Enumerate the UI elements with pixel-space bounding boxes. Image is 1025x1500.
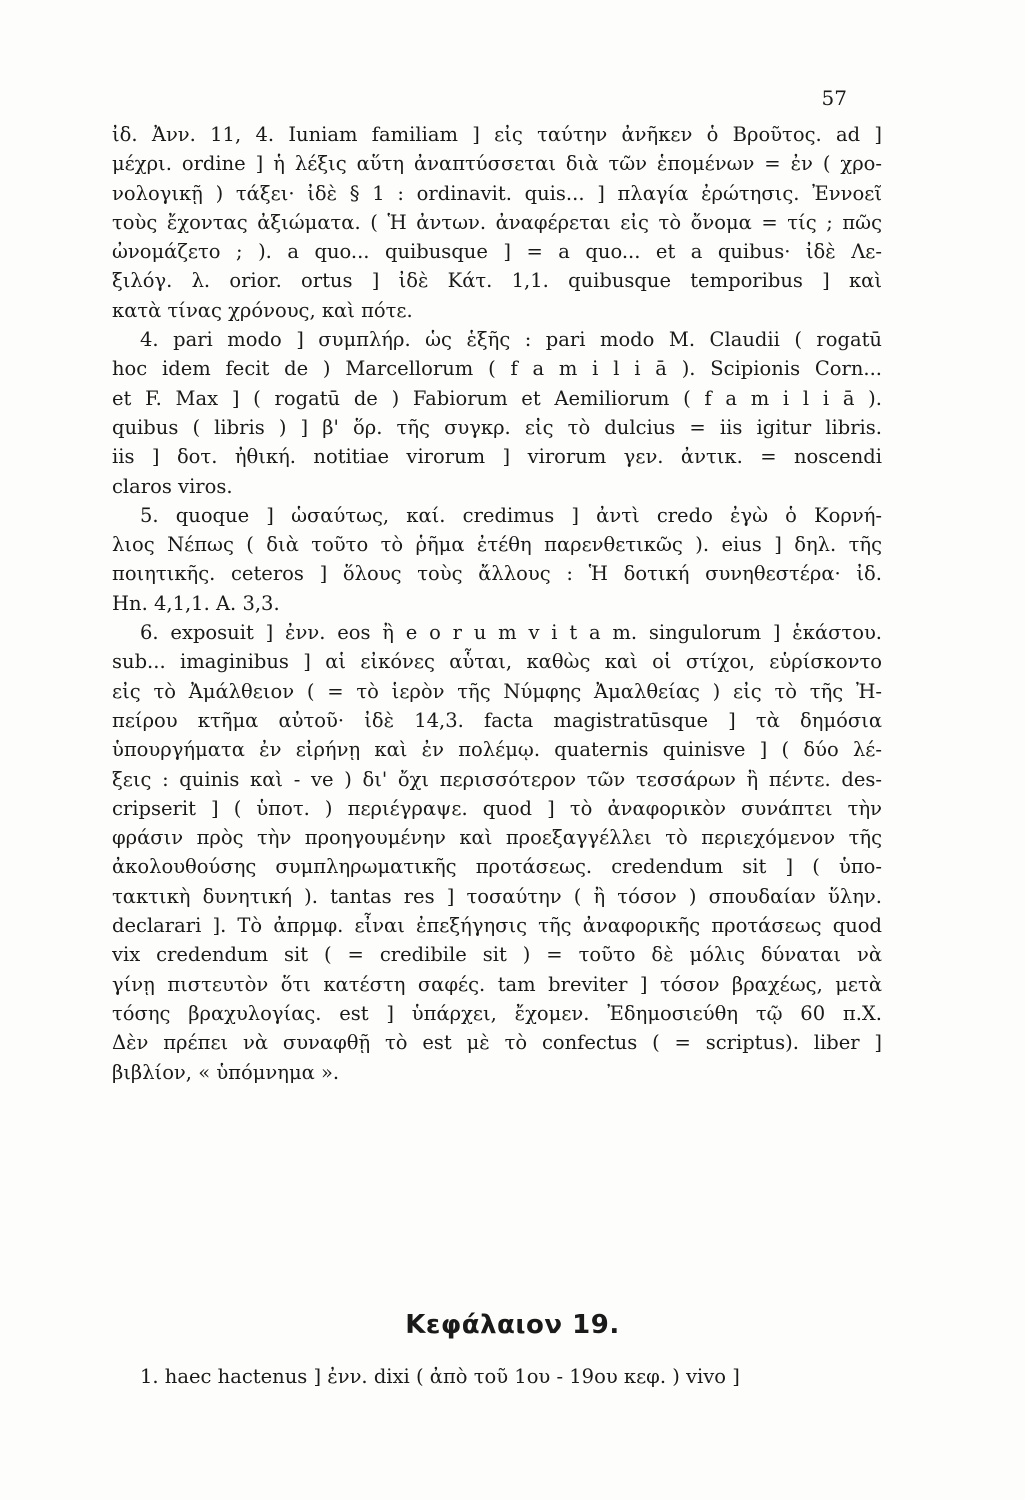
text-line: quibus ( libris ) ] β' ὅρ. τῆς συγκρ. εἰς τὸ dulcius = iis igitur libris. xyxy=(112,415,882,439)
chapter-first-line xyxy=(112,1362,882,1391)
commentary-body xyxy=(112,120,882,1087)
text-line: 6. exposuit ] ἐνν. eos ἢ e o r u m v i t a m. singulorum ] ἑκάστου. xyxy=(140,621,882,645)
text-line: ποιητικῆς. ceteros ] ὅλους τοὺς ἄλλους : Ἡ δοτική συνηθεστέρα· ἰδ. xyxy=(112,562,882,586)
text-line: cripserit ] ( ὑποτ. ) περιέγραψε. quod ] τὸ ἀναφορικὸν συνάπτει τὴν xyxy=(112,796,882,820)
text-line: sub... imaginibus ] αἱ εἰκόνες αὗται, καθὼς καὶ οἱ στίχοι, εὑρίσκοντο xyxy=(112,650,882,674)
text-line: λιος Νέπως ( διὰ τοῦτο τὸ ῥῆμα ἐτέθη παρενθετικῶς ). eius ] δηλ. τῆς xyxy=(112,533,882,557)
text-line: τακτικὴ δυνητική ). tantas res ] τοσαύτην ( ἢ τόσον ) σπουδαίαν ὕλην. xyxy=(112,884,882,908)
text-line: vix credendum sit ( = credibile sit ) = τοῦτο δὲ μόλις δύναται νὰ xyxy=(112,943,882,967)
text-line: βιβλίον, « ὑπόμνημα ». xyxy=(112,1060,340,1084)
text-line: μέχρι. ordine ] ἡ λέξις αὕτη ἀναπτύσσεται διὰ τῶν ἑπομένων = ἐν ( χρο- xyxy=(112,152,882,176)
text-line: φράσιν πρὸς τὴν προηγουμένην καὶ προεξαγγέλλει τὸ περιεχόμενον τῆς xyxy=(112,826,882,850)
text-line: Δὲν πρέπει νὰ συναφθῇ τὸ est μὲ τὸ confectus ( = scriptus). liber ] xyxy=(112,1031,882,1055)
text-line: ἀκολουθούσης συμπληρωματικῆς προτάσεως. credendum sit ] ( ὑπο- xyxy=(112,855,882,879)
text-line: 5. quoque ] ὡσαύτως, καί. credimus ] ἀντὶ credo ἐγὼ ὁ Κορνή- xyxy=(140,503,882,527)
text-line: Hn. 4,1,1. A. 3,3. xyxy=(112,591,280,615)
chapter-heading: Κεφάλαιον 19. xyxy=(405,1310,620,1340)
text-line: τόσης βραχυλογίας. est ] ὑπάρχει, ἔχομεν. Ἐδημοσιεύθη τῷ 60 π.Χ. xyxy=(112,1001,882,1025)
text-line: νολογικῇ ) τάξει· ἰδὲ § 1 : ordinavit. quis... ] πλαγία ἐρώτησις. Ἐννοεῖ xyxy=(112,181,882,205)
text-line: iis ] δοτ. ἠθική. notitiae virorum ] virorum γεν. ἀντικ. = noscendi xyxy=(112,445,882,469)
text-line: εἰς τὸ Ἀμάλθειον ( = τὸ ἱερὸν τῆς Νύμφης Ἀμαλθείας ) εἰς τὸ τῆς Ἠ- xyxy=(112,679,882,703)
text-line: ὑπουργήματα ἐν εἰρήνῃ καὶ ἐν πολέμῳ. quaternis quinisve ] ( δύο λέ- xyxy=(112,738,882,762)
text-line: 1. haec hactenus ] ἐνν. dixi ( ἀπὸ τοῦ 1ου - 19ου κεφ. ) vivo ] xyxy=(140,1365,740,1388)
text-line: ξιλόγ. λ. orior. ortus ] ἰδὲ Κάτ. 1,1. quibusque temporibus ] καὶ xyxy=(112,269,882,293)
text-line: ἰδ. Ἀνν. 11, 4. Iuniam familiam ] εἰς ταύτην ἀνῆκεν ὁ Βροῦτος. ad ] xyxy=(112,123,882,146)
text-line: κατὰ τίνας χρόνους, καὶ πότε. xyxy=(112,298,413,322)
text-line: τοὺς ἔχοντας ἀξιώματα. ( Ἡ ἀντων. ἀναφέρεται εἰς τὸ ὄνομα = τίς ; πῶς xyxy=(112,210,882,234)
text-line: πείρου κτῆμα αὐτοῦ· ἰδὲ 14,3. facta magistratūsque ] τὰ δημόσια xyxy=(112,708,882,732)
text-line: et F. Max ] ( rogatū de ) Fabiorum et Aemiliorum ( f a m i l i ā ). xyxy=(112,386,882,410)
text-line: declarari ]. Τὸ ἀπρμφ. εἶναι ἐπεξήγησις τῆς ἀναφορικῆς προτάσεως quod xyxy=(112,914,882,938)
text-line: claros viros. xyxy=(112,474,233,498)
text-line: hoc idem fecit de ) Marcellorum ( f a m i l i ā ). Scipionis Corn... xyxy=(112,357,882,381)
text-line: ὠνομάζετο ; ). a quo... quibusque ] = a quo... et a quibus· ἰδὲ Λε- xyxy=(112,240,882,264)
text-line: γίνῃ πιστευτὸν ὅτι κατέστη σαφές. tam breviter ] τόσον βραχέως, μετὰ xyxy=(112,972,882,996)
text-line: 4. pari modo ] συμπλήρ. ὡς ἑξῆς : pari modo M. Claudii ( rogatū xyxy=(140,328,882,352)
page-number: 57 xyxy=(821,86,847,110)
text-line: ξεις : quinis καὶ - ve ) δι' ὄχι περισσότερον τῶν τεσσάρων ἢ πέντε. des- xyxy=(112,767,882,791)
